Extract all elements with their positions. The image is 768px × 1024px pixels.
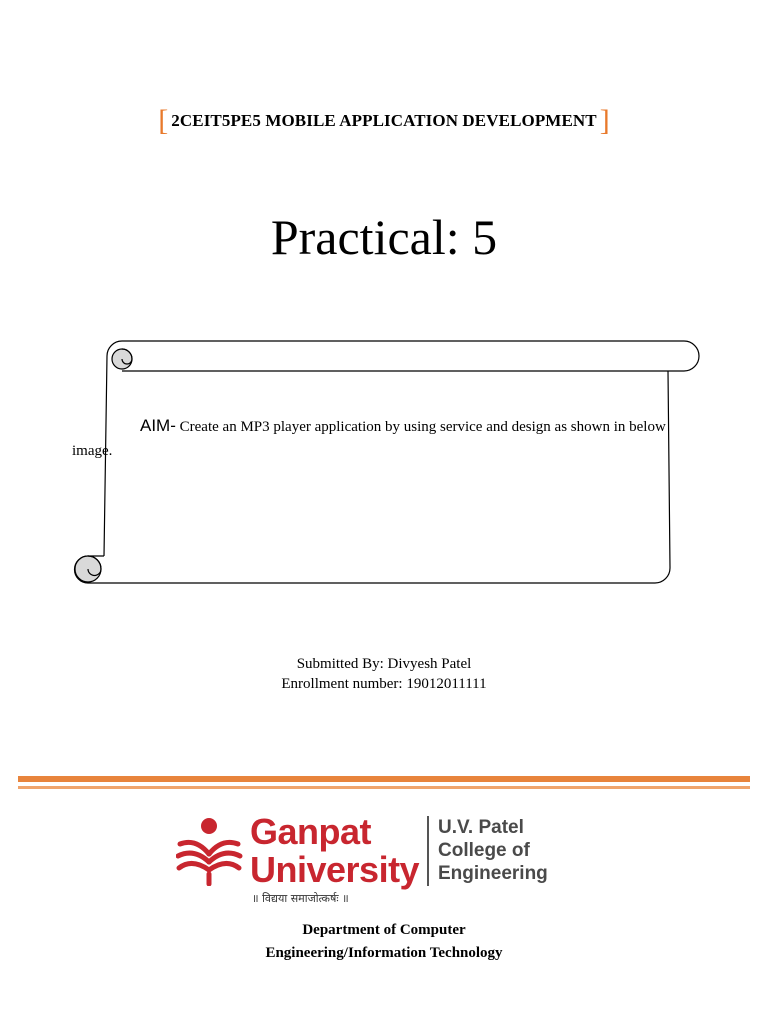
course-heading (0, 104, 768, 138)
divider-line-thin (18, 786, 750, 789)
bracket-close: ] (599, 104, 610, 137)
college-name (438, 816, 548, 885)
college-name-line2: College of (438, 840, 530, 861)
book-emblem-icon (176, 814, 246, 886)
divider-line (18, 776, 750, 782)
enrollment-number: Enrollment number: 19012011111 (281, 676, 487, 692)
department-line2: Engineering/Information Technology (265, 945, 503, 961)
university-name-line2: University (250, 849, 420, 890)
aim-text: Create an MP3 player application by using service and design as shown in below image. (72, 419, 666, 459)
university-motto: ॥ विद्यया समाजोत्कर्षः ॥ (252, 892, 349, 905)
aim-statement (72, 414, 704, 463)
department-line1: Department of Computer (302, 922, 466, 938)
university-name-line1: Ganpat (250, 811, 372, 852)
bracket-open: [ (158, 104, 169, 137)
college-name-line1: U.V. Patel (438, 817, 524, 838)
logo-separator (427, 816, 429, 886)
aim-label: AIM- (140, 416, 176, 435)
department-name (0, 919, 768, 965)
college-name-line3: Engineering (438, 863, 548, 884)
submission-info (0, 654, 768, 694)
submitted-by: Submitted By: Divyesh Patel (296, 656, 472, 672)
practical-title: Practical: 5 (270, 209, 498, 265)
university-logo (176, 812, 576, 908)
course-title: 2CEIT5PE5 MOBILE APPLICATION DEVELOPMENT (171, 111, 597, 130)
